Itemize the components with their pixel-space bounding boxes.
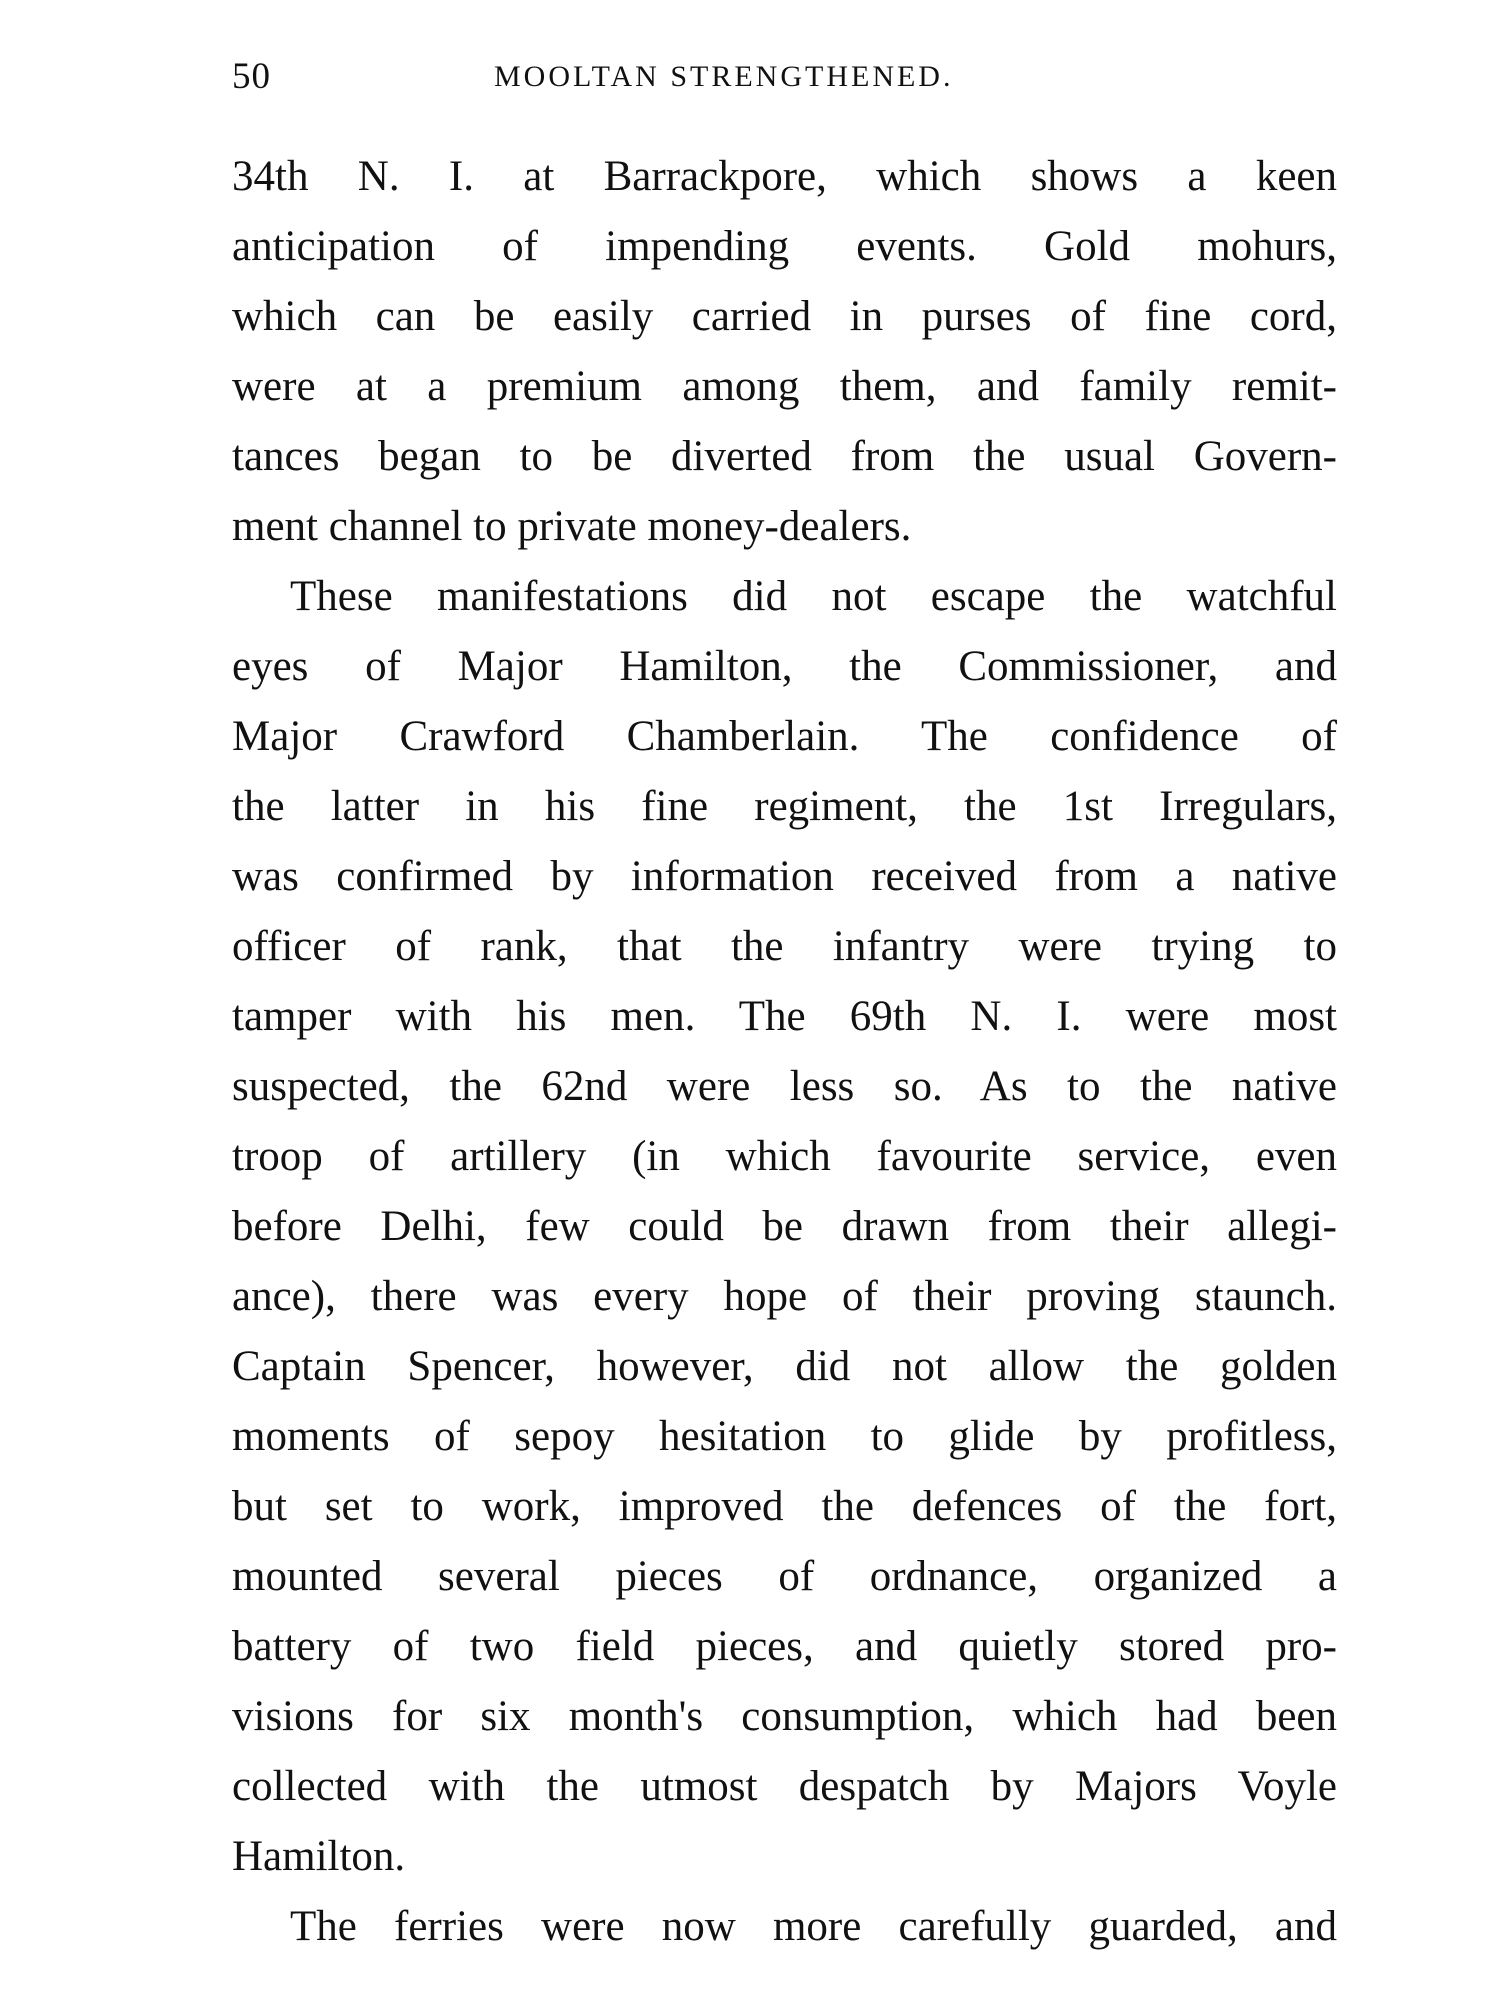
text-line: Hamilton. — [232, 1833, 406, 1880]
text-line: The ferries were now more carefully guarded, and — [290, 1903, 1337, 1950]
text-line: Captain Spencer, however, did not allow the golden — [232, 1343, 1337, 1390]
running-title: MOOLTAN STRENGTHENED. — [494, 60, 954, 93]
text-line: battery of two field pieces, and quietly stored pro- — [232, 1623, 1337, 1670]
text-line: eyes of Major Hamilton, the Commissioner, and — [232, 643, 1337, 690]
text-line: but set to work, improved the defences of the fort, — [232, 1483, 1337, 1530]
text-line: were at a premium among them, and family remit- — [232, 363, 1337, 410]
text-line: anticipation of impending events. Gold mohurs, — [232, 223, 1337, 270]
text-line: visions for six month's consumption, which had been — [232, 1693, 1337, 1740]
paragraph-3 — [232, 1892, 1337, 1962]
text-line: officer of rank, that the infantry were trying to — [232, 923, 1337, 970]
text-line: ance), there was every hope of their proving staunch. — [232, 1273, 1337, 1320]
text-line: collected with the utmost despatch by Majors Voyle — [232, 1763, 1337, 1810]
text-line: moments of sepoy hesitation to glide by profitless, — [232, 1413, 1337, 1460]
paragraph-2 — [232, 562, 1337, 1892]
text-line: suspected, the 62nd were less so. As to the native — [232, 1063, 1337, 1110]
text-line: which can be easily carried in purses of fine cord, — [232, 293, 1337, 340]
text-line: ment channel to private money-dealers. — [232, 503, 912, 550]
paragraph-1 — [232, 142, 1337, 562]
text-line: troop of artillery (in which favourite service, even — [232, 1133, 1337, 1180]
text-line: was confirmed by information received from a native — [232, 853, 1337, 900]
text-line: tances began to be diverted from the usual Govern- — [232, 433, 1337, 480]
text-line: Major Crawford Chamberlain. The confidence of — [232, 713, 1337, 760]
text-line: mounted several pieces of ordnance, organized a — [232, 1553, 1337, 1600]
page-number: 50 — [232, 56, 271, 97]
text-line: These manifestations did not escape the watchful — [290, 573, 1337, 620]
body-text — [232, 142, 1337, 1962]
text-line: 34th N. I. at Barrackpore, which shows a keen — [232, 153, 1337, 200]
text-line: before Delhi, few could be drawn from their allegi- — [232, 1203, 1337, 1250]
text-line: tamper with his men. The 69th N. I. were most — [232, 993, 1337, 1040]
text-line: the latter in his fine regiment, the 1st Irregulars, — [232, 783, 1337, 830]
running-head — [232, 52, 1332, 102]
